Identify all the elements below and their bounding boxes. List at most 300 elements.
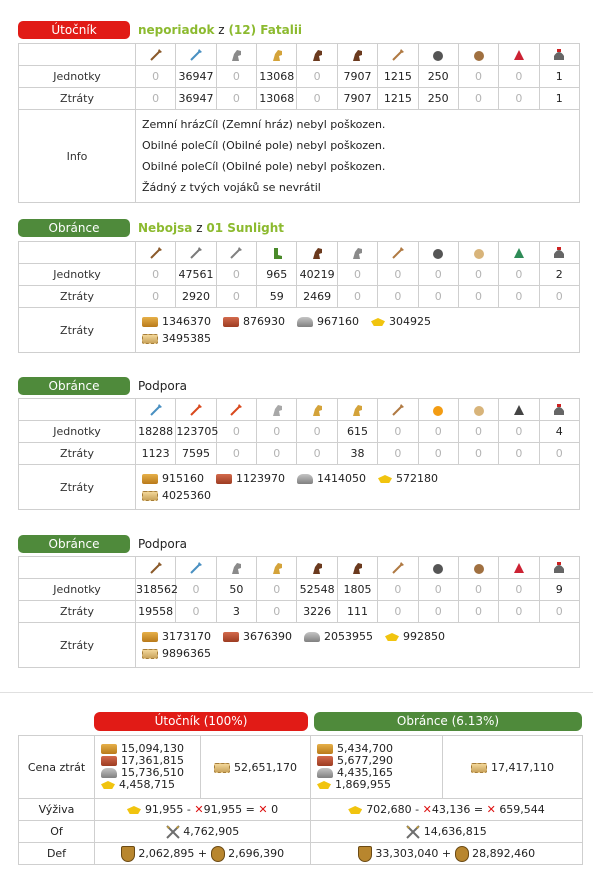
row-label: Jednotky [19, 421, 136, 443]
table-row [19, 88, 580, 110]
crop-value: 572180 [396, 472, 438, 485]
unit-count: 965 [257, 264, 297, 286]
support-title: Podpora [138, 379, 188, 393]
clay-loss [223, 630, 292, 643]
crossed-swords-icon [166, 825, 180, 839]
unit-count: 250 [418, 88, 458, 110]
crop-value: 4,458,715 [119, 778, 175, 791]
unit-count: 1215 [378, 66, 418, 88]
attacker-off [95, 821, 311, 843]
unit-count: 0 [418, 443, 458, 465]
unit-count: 0 [257, 443, 297, 465]
unit-count: 1 [539, 88, 579, 110]
losses-row [19, 308, 580, 353]
unit-count: 0 [458, 264, 498, 286]
row-label: Jednotky [19, 264, 136, 286]
sword-icon [136, 399, 176, 421]
defender-food: 702,680 - ✕43,136 = ✕ 659,544 [311, 799, 583, 821]
hero-helmet-icon [539, 242, 579, 264]
unit-count: 13068 [257, 66, 297, 88]
losses-row [19, 465, 580, 510]
unit-count: 0 [499, 286, 539, 308]
attacker-header [18, 21, 578, 40]
unit-count: 0 [418, 601, 458, 623]
unit-count: 0 [499, 66, 539, 88]
unit-count: 0 [499, 88, 539, 110]
clay-loss [223, 315, 285, 328]
wood-loss [142, 630, 211, 643]
club-icon [136, 242, 176, 264]
unit-icon-row [19, 242, 580, 264]
unit-count: 0 [458, 579, 498, 601]
unit-count: 7595 [176, 443, 216, 465]
wood-loss [142, 315, 211, 328]
clay-value: 876930 [243, 315, 285, 328]
unit-count: 4 [539, 421, 579, 443]
losses-label: Ztráty [19, 308, 136, 353]
hero-helmet-icon [539, 44, 579, 66]
unit-count: 13068 [257, 88, 297, 110]
info-row [19, 110, 580, 203]
unit-count: 0 [216, 286, 256, 308]
food-value: 91,955 [203, 803, 243, 816]
unit-count: 250 [418, 66, 458, 88]
food-value: 702,680 [366, 803, 412, 816]
table-row [19, 601, 580, 623]
defender-player-link[interactable]: Nebojsa [138, 221, 193, 235]
table-row [19, 443, 580, 465]
off-label: Of [19, 821, 95, 843]
total-resources-icon [142, 491, 158, 501]
losses-resources [136, 308, 580, 353]
wood-value: 3173170 [162, 630, 211, 643]
unit-count: 0 [297, 443, 337, 465]
food-value: 91,955 [144, 803, 184, 816]
wood-value: 5,434,700 [337, 742, 393, 755]
wood-value: 915160 [162, 472, 204, 485]
unit-count: 0 [458, 66, 498, 88]
unit-count: 9 [539, 579, 579, 601]
defender-def: 33,303,040 + 28,892,460 [311, 843, 583, 865]
def-value: 33,303,040 [375, 846, 439, 860]
def-value: 2,696,390 [228, 846, 285, 860]
scout-horse-icon [216, 557, 256, 579]
ram-icon [378, 44, 418, 66]
iron-icon [101, 768, 117, 778]
unit-icon-row [19, 44, 580, 66]
total-value: 4025360 [162, 489, 211, 502]
attacker-def: 2,062,895 + 2,696,390 [95, 843, 311, 865]
support-badge: Obránce [18, 377, 130, 395]
defender-units-table [18, 241, 580, 353]
iron-value: 4,435,165 [337, 766, 393, 779]
crop-loss [385, 630, 445, 643]
total-value: 52,651,170 [234, 760, 297, 774]
unit-count: 2469 [297, 286, 337, 308]
crossed-swords-icon [406, 825, 420, 839]
crop-loss [371, 315, 431, 328]
club-icon [136, 557, 176, 579]
crop-icon [378, 475, 392, 483]
crop-icon [127, 806, 141, 814]
catapult-icon [418, 44, 458, 66]
unit-count: 0 [499, 443, 539, 465]
iron-value: 1414050 [317, 472, 366, 485]
crop-loss-icon: ✕ [422, 803, 432, 816]
food-value: 659,544 [499, 803, 545, 816]
summary-defender-header: Obránce (6.13%) [314, 712, 582, 731]
losses-label: Ztráty [19, 465, 136, 510]
crop-value: 304925 [389, 315, 431, 328]
unit-count: 3 [216, 601, 256, 623]
unit-icon-row [19, 557, 580, 579]
support-units-table [18, 398, 580, 510]
iron-icon [297, 474, 313, 484]
summary-attacker-header: Útočník (100%) [94, 712, 308, 731]
knight-horse-icon [257, 44, 297, 66]
chief-icon [499, 44, 539, 66]
unit-count: 0 [378, 421, 418, 443]
unit-count: 0 [216, 66, 256, 88]
row-label: Ztráty [19, 601, 136, 623]
unit-count: 0 [176, 601, 216, 623]
wood-value: 1346370 [162, 315, 211, 328]
infantry-shield-icon [121, 846, 135, 862]
settler-icon [499, 242, 539, 264]
off-row [19, 821, 583, 843]
food-value: 43,136 [431, 803, 471, 816]
crop-icon [101, 781, 115, 789]
unit-count: 0 [418, 579, 458, 601]
total-resources-icon [142, 334, 158, 344]
table-row [19, 579, 580, 601]
from-word: z [218, 23, 225, 37]
chief-icon [458, 242, 498, 264]
clay-icon [101, 756, 117, 766]
crop-icon [371, 318, 385, 326]
crop-loss [378, 472, 438, 485]
food-value: 0 [271, 803, 279, 816]
iron-icon [304, 632, 320, 642]
unit-count: 0 [216, 443, 256, 465]
unit-count: 1215 [378, 88, 418, 110]
unit-count: 0 [216, 421, 256, 443]
unit-count: 0 [297, 66, 337, 88]
unit-count: 0 [418, 286, 458, 308]
knight-horse-icon [297, 399, 337, 421]
unit-count: 0 [297, 421, 337, 443]
axe-icon [216, 242, 256, 264]
info-line: Žádný z tvých vojáků se nevrátil [142, 181, 321, 194]
iron-loss [297, 472, 366, 485]
total-resources-icon [471, 763, 487, 773]
defender-title [138, 219, 284, 237]
unit-count: 111 [337, 601, 377, 623]
wood-icon [142, 317, 158, 327]
unit-count: 0 [499, 264, 539, 286]
infantry-shield-icon [358, 846, 372, 862]
settler-icon [458, 44, 498, 66]
defender-cost-list [311, 736, 443, 799]
attacker-cost-total [201, 736, 311, 799]
cavalry-shield-icon [211, 846, 225, 862]
attacker-cost-list [95, 736, 201, 799]
cavalry-horse-icon [337, 44, 377, 66]
fire-icon [418, 399, 458, 421]
unit-count: 2920 [176, 286, 216, 308]
unit-count: 0 [136, 286, 176, 308]
clay-value: 17,361,815 [121, 754, 184, 767]
unit-count: 123705 [176, 421, 216, 443]
unit-count: 1123 [136, 443, 176, 465]
food-label: Výživa [19, 799, 95, 821]
unit-count: 7907 [337, 66, 377, 88]
catapult-icon [418, 557, 458, 579]
crop-value: 1,869,955 [335, 778, 391, 791]
attacker-units-table [18, 43, 580, 203]
unit-count: 36947 [176, 66, 216, 88]
unit-count: 0 [257, 601, 297, 623]
unit-count: 615 [337, 421, 377, 443]
knight-horse-icon [337, 399, 377, 421]
losses-label: Ztráty [19, 623, 136, 668]
unit-count: 0 [539, 286, 579, 308]
losses-resources [136, 623, 580, 668]
crop-loss-icon: ✕ [194, 803, 204, 816]
unit-count: 0 [458, 443, 498, 465]
clay-icon [223, 317, 239, 327]
total-loss [142, 489, 211, 502]
clay-value: 5,677,290 [337, 754, 393, 767]
unit-count: 0 [136, 264, 176, 286]
summary-table [18, 735, 583, 865]
ram-icon [378, 399, 418, 421]
off-value: 14,636,815 [423, 824, 487, 838]
unit-count: 0 [136, 66, 176, 88]
crop-loss-icon: ✕ [486, 803, 496, 816]
support-badge: Obránce [18, 535, 130, 553]
unit-count: 0 [539, 601, 579, 623]
unit-count: 0 [297, 88, 337, 110]
wood-icon [142, 632, 158, 642]
cost-row [19, 736, 583, 799]
scout-horse-icon [337, 242, 377, 264]
attacker-title [138, 21, 302, 39]
wood-icon [101, 744, 117, 754]
clay-icon [317, 756, 333, 766]
unit-count: 0 [257, 421, 297, 443]
row-label: Ztráty [19, 443, 136, 465]
unit-count: 19558 [136, 601, 176, 623]
unit-count: 0 [418, 421, 458, 443]
unit-count: 0 [499, 421, 539, 443]
attacker-player-link[interactable]: neporiadok [138, 23, 215, 37]
settler-icon [458, 557, 498, 579]
catapult-icon [418, 242, 458, 264]
chief-icon [499, 557, 539, 579]
defender-badge: Obránce [18, 219, 130, 237]
clay-loss [216, 472, 285, 485]
defender-off [311, 821, 583, 843]
crop-loss-icon: ✕ [258, 803, 268, 816]
from-word: z [196, 221, 203, 235]
support-header [18, 535, 578, 554]
losses-row [19, 623, 580, 668]
iron-value: 15,736,510 [121, 766, 184, 779]
unit-icon-row [19, 399, 580, 421]
iron-loss [304, 630, 373, 643]
scout-horse-icon [257, 399, 297, 421]
unit-count: 0 [216, 88, 256, 110]
boot-icon [257, 242, 297, 264]
unit-count: 0 [458, 421, 498, 443]
table-row [19, 421, 580, 443]
unit-count: 0 [458, 286, 498, 308]
cavalry-horse-icon [337, 557, 377, 579]
table-row [19, 286, 580, 308]
iron-value: 967160 [317, 315, 359, 328]
unit-count: 7907 [337, 88, 377, 110]
crop-icon [317, 781, 331, 789]
support-units-table [18, 556, 580, 668]
table-row [19, 264, 580, 286]
info-label: Info [19, 110, 136, 203]
unit-count: 36947 [176, 88, 216, 110]
unit-count: 0 [216, 264, 256, 286]
iron-icon [297, 317, 313, 327]
club-icon [136, 44, 176, 66]
row-label: Ztráty [19, 286, 136, 308]
unit-count: 0 [499, 601, 539, 623]
row-label: Jednotky [19, 66, 136, 88]
wood-loss [142, 472, 204, 485]
spear-icon [176, 242, 216, 264]
scout-horse-icon [216, 44, 256, 66]
defender-village-link[interactable]: 01 Sunlight [206, 221, 285, 235]
unit-count: 2 [539, 264, 579, 286]
unit-count: 0 [458, 88, 498, 110]
unit-count: 18288 [136, 421, 176, 443]
unit-count: 0 [378, 579, 418, 601]
total-value: 3495385 [162, 332, 211, 345]
food-row [19, 799, 583, 821]
unit-count: 0 [337, 286, 377, 308]
crop-icon [385, 633, 399, 641]
row-label: Jednotky [19, 579, 136, 601]
info-line: Obilné poleCíl (Obilné pole) nebyl poškozen. [142, 139, 386, 152]
unit-count: 0 [136, 88, 176, 110]
unit-count: 3226 [297, 601, 337, 623]
unit-count: 0 [378, 286, 418, 308]
ram-icon [378, 242, 418, 264]
unit-count: 50 [216, 579, 256, 601]
support-title: Podpora [138, 537, 188, 551]
total-value: 9896365 [162, 647, 211, 660]
clay-icon [223, 632, 239, 642]
iron-icon [317, 768, 333, 778]
clay-icon [216, 474, 232, 484]
wood-value: 15,094,130 [121, 742, 184, 755]
row-label: Ztráty [19, 88, 136, 110]
unit-count: 318562 [136, 579, 176, 601]
attacker-village-link[interactable]: (12) Fatalii [228, 23, 303, 37]
unit-count: 1805 [337, 579, 377, 601]
divider [0, 692, 593, 693]
def-label: Def [19, 843, 95, 865]
hero-helmet-icon [539, 399, 579, 421]
unit-count: 47561 [176, 264, 216, 286]
iron-loss [297, 315, 359, 328]
sword-icon [176, 399, 216, 421]
unit-count: 0 [378, 601, 418, 623]
chief-icon [458, 399, 498, 421]
cavalry-shield-icon [455, 846, 469, 862]
wood-icon [317, 744, 333, 754]
crop-icon [348, 806, 362, 814]
unit-count: 59 [257, 286, 297, 308]
crop-value: 992850 [403, 630, 445, 643]
sword-icon [216, 399, 256, 421]
cavalry-horse-icon [297, 557, 337, 579]
total-resources-icon [142, 649, 158, 659]
unit-count: 52548 [297, 579, 337, 601]
unit-count: 0 [458, 601, 498, 623]
witch-hat-icon [499, 399, 539, 421]
unit-count: 0 [539, 443, 579, 465]
cavalry-horse-icon [297, 44, 337, 66]
cost-label: Cena ztrát [19, 736, 95, 799]
table-row [19, 66, 580, 88]
ram-icon [378, 557, 418, 579]
unit-count: 0 [257, 579, 297, 601]
unit-count: 0 [378, 443, 418, 465]
hero-helmet-icon [539, 557, 579, 579]
unit-count: 0 [378, 264, 418, 286]
def-value: 28,892,460 [472, 846, 536, 860]
total-resources-icon [214, 763, 230, 773]
unit-count: 0 [418, 264, 458, 286]
info-line: Zemní hrázCíl (Zemní hráz) nebyl poškozen. [142, 118, 386, 131]
unit-count: 0 [176, 579, 216, 601]
unit-count: 1 [539, 66, 579, 88]
sword-icon [176, 44, 216, 66]
clay-value: 3676390 [243, 630, 292, 643]
total-loss [142, 332, 211, 345]
def-value: 2,062,895 [138, 846, 195, 860]
defender-header [18, 219, 578, 238]
cavalry-horse-icon [297, 242, 337, 264]
unit-count: 0 [337, 264, 377, 286]
support-header [18, 377, 578, 396]
total-loss [142, 647, 211, 660]
knight-horse-icon [257, 557, 297, 579]
info-line: Obilné poleCíl (Obilné pole) nebyl poškozen. [142, 160, 386, 173]
unit-count: 38 [337, 443, 377, 465]
defender-cost-total [443, 736, 583, 799]
attacker-food: 91,955 - ✕91,955 = ✕ 0 [95, 799, 311, 821]
clay-value: 1123970 [236, 472, 285, 485]
def-row [19, 843, 583, 865]
info-text [136, 110, 580, 203]
losses-resources [136, 465, 580, 510]
iron-value: 2053955 [324, 630, 373, 643]
sword-icon [176, 557, 216, 579]
off-value: 4,762,905 [183, 824, 240, 838]
attacker-badge: Útočník [18, 21, 130, 39]
wood-icon [142, 474, 158, 484]
unit-count: 0 [499, 579, 539, 601]
unit-count: 40219 [297, 264, 337, 286]
